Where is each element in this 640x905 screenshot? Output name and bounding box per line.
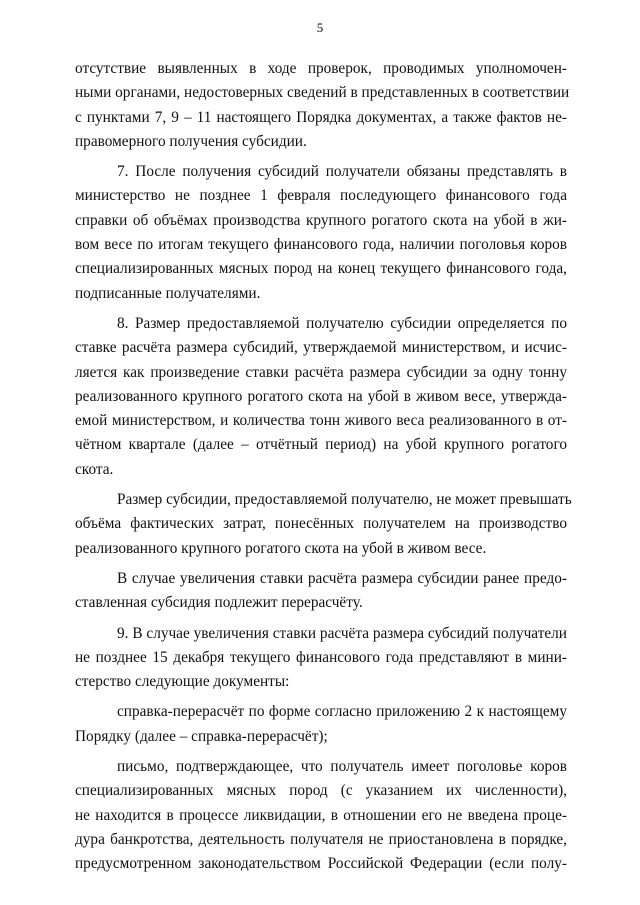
text-line: скота. [75, 460, 114, 478]
text-line: реализованного крупного рогатого скота на убой в живом весе, утвержда- [75, 387, 567, 405]
text-line: Порядку (далее – справка-перерасчёт); [75, 727, 328, 745]
text-line: письмо, подтверждающее, что получатель имеет поголовье коров [117, 758, 567, 776]
text-line: Размер субсидии, предоставляемой получателю, не может превышать [117, 491, 572, 509]
paragraph-recalculation [75, 567, 567, 616]
text-line: правомерного получения субсидии. [75, 132, 307, 150]
text-line: предусмотренном законодательством Российской Федерации (если полу- [75, 855, 567, 873]
paragraph-item-9 [75, 622, 567, 695]
text-line: емой министерством, и количества тонн живого веса реализованного в от- [75, 412, 567, 430]
text-line: не позднее 15 декабря текущего финансового года представляют в мини- [75, 648, 567, 666]
text-line: справка-перерасчёт по форме согласно приложению 2 к настоящему [117, 703, 567, 721]
text-line: реализованного крупного рогатого скота на убой в живом весе. [75, 539, 487, 557]
paragraph-certificate [75, 700, 567, 749]
text-line: объёма фактических затрат, понесённых получателем на производство [75, 515, 567, 533]
text-line: 7. После получения субсидий получатели обязаны представлять в [117, 163, 567, 181]
text-line: не находится в процессе ликвидации, в отношении его не введена проце- [75, 806, 567, 824]
page-number: 5 [316, 20, 324, 35]
text-line: ставке расчёта размера субсидий, утверждаемой министерством, и исчис- [75, 339, 567, 357]
text-line: чётном квартале (далее – отчётный период) на убой крупного рогатого [75, 436, 567, 454]
paragraph-letter [75, 755, 567, 876]
text-line: министерство не позднее 1 февраля последующего финансового года [75, 187, 567, 205]
paragraph-continuation [75, 57, 570, 154]
text-line: с пунктами 7, 9 – 11 настоящего Порядка документах, а также фактов не- [75, 108, 567, 126]
text-line: вом весе по итогам текущего финансового года, наличии поголовья коров [75, 236, 567, 254]
text-line: стерство следующие документы: [75, 673, 290, 691]
text-line: специализированных мясных пород (с указанием их численности), [75, 782, 567, 800]
paragraph-subsidy-limit [75, 488, 572, 561]
text-line: В случае увеличения ставки расчёта размера субсидии ранее предо- [117, 569, 567, 587]
text-line: 8. Размер предоставляемой получателю субсидии определяется по [117, 314, 567, 332]
text-line: отсутствие выявленных в ходе проверок, проводимых уполномочен- [75, 60, 567, 77]
text-line: 9. В случае увеличения ставки расчёта размера субсидий получатели [117, 624, 567, 642]
paragraph-item-8 [75, 312, 567, 482]
paragraph-item-7 [75, 160, 567, 306]
text-line: подписанные получателями. [75, 284, 261, 302]
document-body [75, 57, 572, 877]
text-line: дура банкротства, деятельность получателя не приостановлена в порядке, [75, 830, 567, 848]
text-line: справки об объёмах производства крупного рогатого скота на убой в жи- [75, 211, 567, 229]
text-line: ставленная субсидия подлежит перерасчёту. [75, 594, 363, 612]
text-line: ляется как произведение ставки расчёта размера субсидии за одну тонну [75, 363, 567, 381]
text-line: ными органами, недостоверных сведений в представленных в соответствии [75, 84, 570, 102]
text-line: специализированных мясных пород на конец текущего финансового года, [75, 260, 567, 278]
